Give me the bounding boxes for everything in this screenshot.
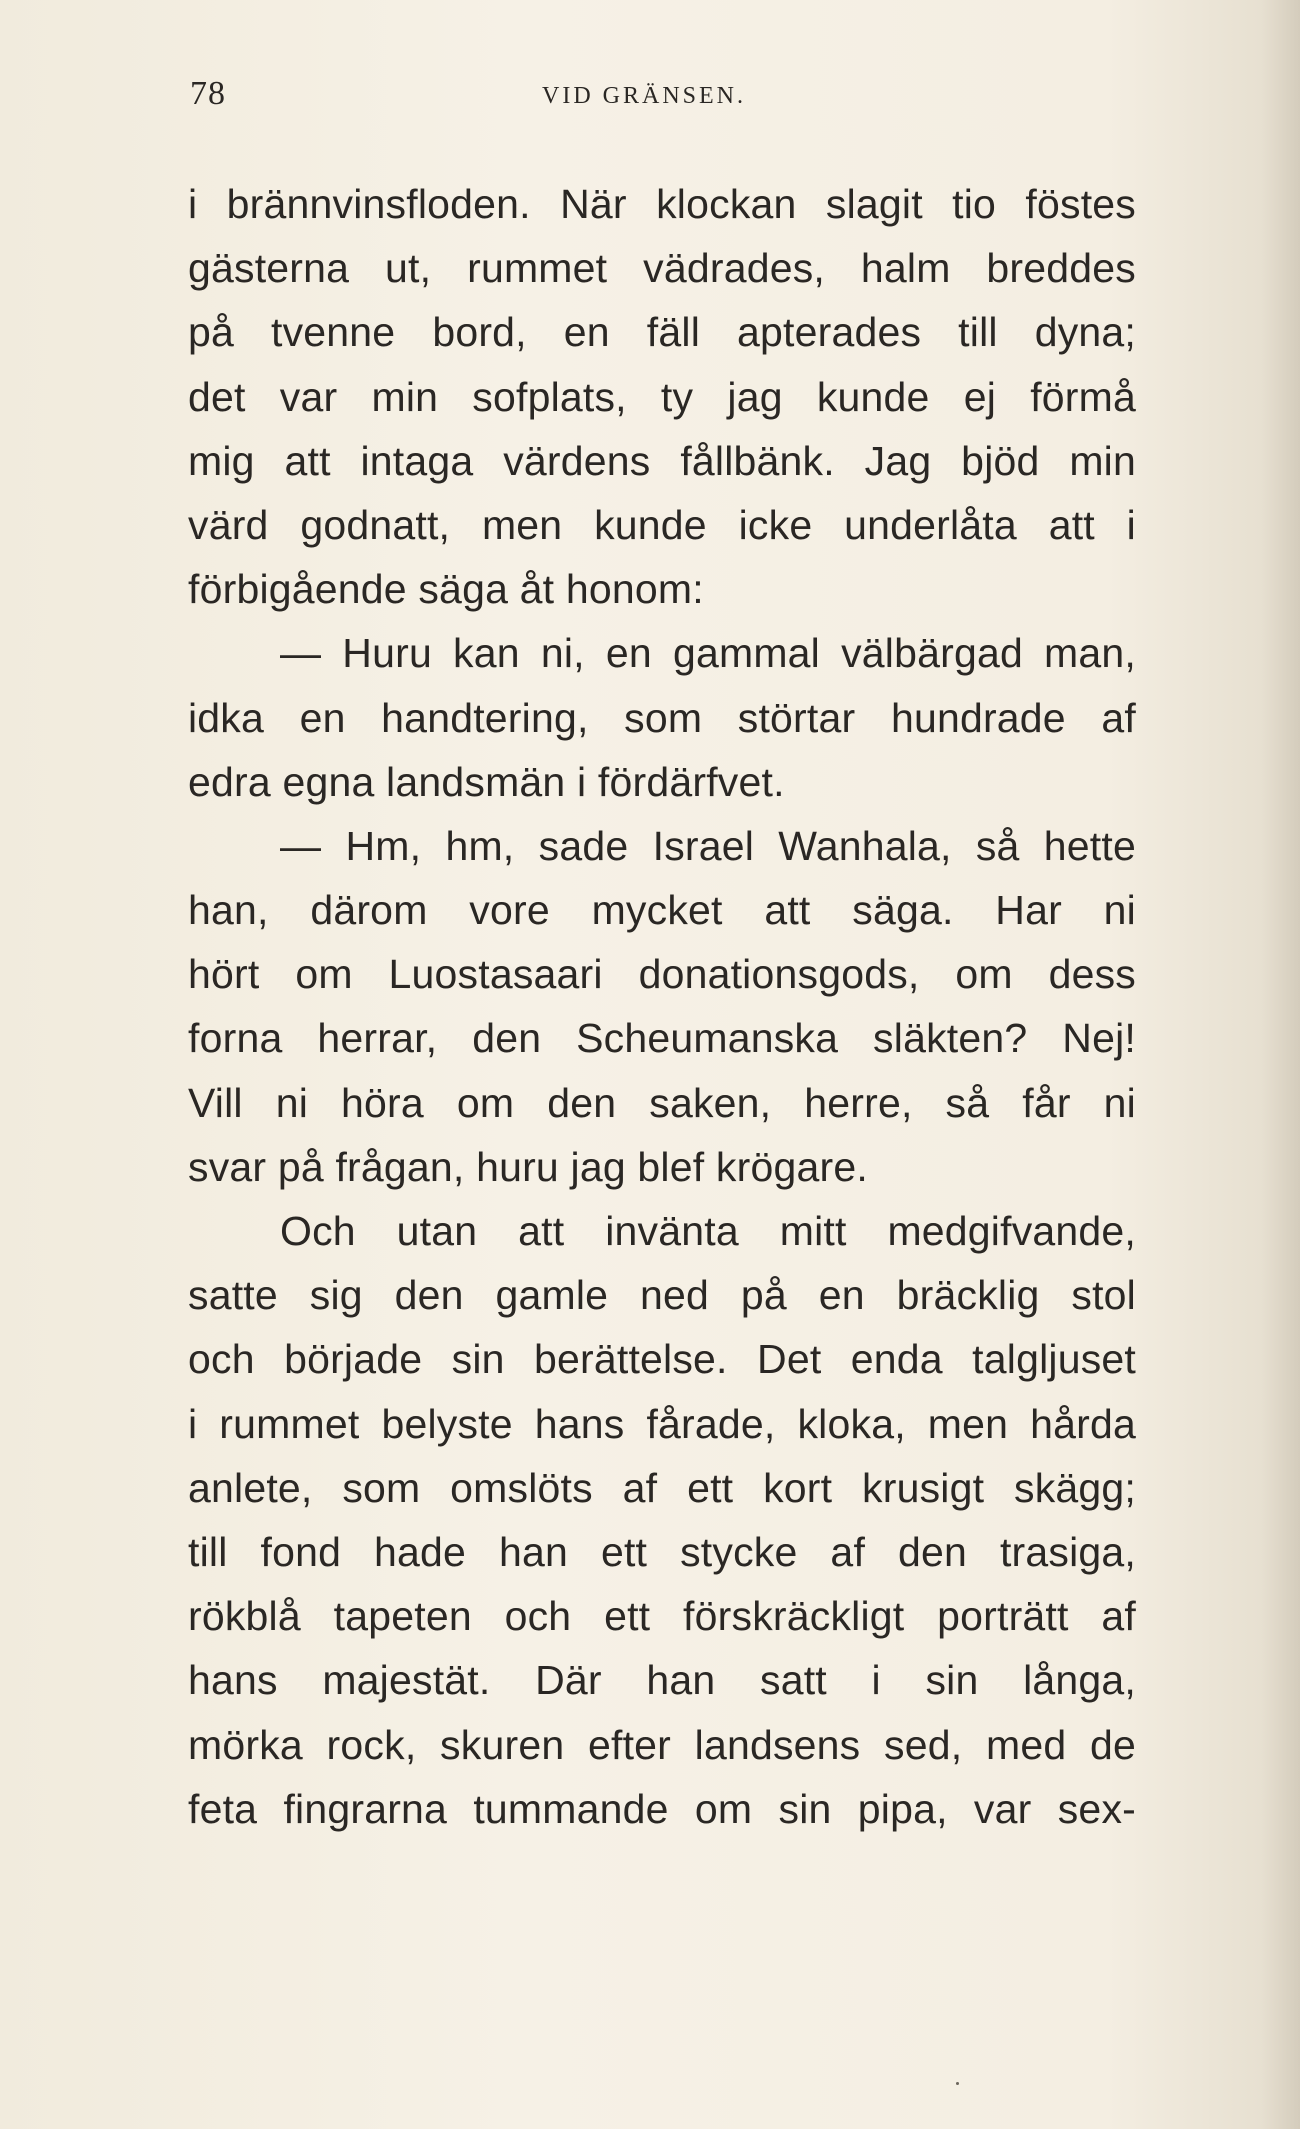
text-line: på tvenne bord, en fäll apterades till dyna; (188, 309, 1136, 356)
text-line: svar på frågan, huru jag blef krögare. (188, 1143, 868, 1190)
text-line: hört om Luostasaari donationsgods, om dess (188, 951, 1136, 998)
text-line: mig att intaga värdens fållbänk. Jag bjöd min (188, 437, 1136, 484)
text-line: mörka rock, skuren efter landsens sed, med de (188, 1721, 1136, 1768)
body-text (188, 172, 1136, 1841)
dialogue-line: — Hm, hm, sade Israel Wanhala, så hette (280, 822, 1136, 869)
text-line: rökblå tapeten och ett förskräckligt porträtt af (188, 1593, 1136, 1640)
text-line: han, därom vore mycket att säga. Har ni (188, 887, 1136, 934)
text-line: forna herrar, den Scheumanska släkten? Nej! (188, 1015, 1136, 1062)
text-line: till fond hade han ett stycke af den trasiga, (188, 1528, 1136, 1575)
text-line: i rummet belyste hans fårade, kloka, men hårda (188, 1400, 1136, 1447)
dialogue-line: — Huru kan ni, en gammal välbärgad man, (280, 630, 1136, 677)
text-line: satte sig den gamle ned på en bräcklig stol (188, 1272, 1136, 1319)
text-line: och började sin berättelse. Det enda talgljuset (188, 1336, 1136, 1383)
text-line: anlete, som omslöts af ett kort krusigt skägg; (188, 1464, 1136, 1511)
paper-speck (956, 2082, 959, 2085)
text-line: förbigående säga åt honom: (188, 566, 704, 613)
text-line: feta fingrarna tummande om sin pipa, var sex- (188, 1785, 1136, 1832)
text-line: Vill ni höra om den saken, herre, så får ni (188, 1079, 1136, 1126)
page-header (190, 75, 790, 125)
text-line: edra egna landsmän i fördärfvet. (188, 758, 785, 805)
text-line: värd godnatt, men kunde icke underlåta att i (188, 501, 1136, 548)
text-line: det var min sofplats, ty jag kunde ej förmå (188, 373, 1136, 420)
paragraph-start-line: Och utan att invänta mitt medgifvande, (280, 1208, 1136, 1254)
page-number: 78 (190, 75, 226, 112)
text-line: hans majestät. Där han satt i sin långa, (188, 1657, 1136, 1704)
text-line: gästerna ut, rummet vädrades, halm breddes (188, 245, 1136, 292)
text-line: i brännvinsfloden. När klockan slagit tio föstes (188, 181, 1136, 227)
text-line: idka en handtering, som störtar hundrade af (188, 694, 1136, 741)
running-title: VID GRÄNSEN. (542, 83, 746, 109)
